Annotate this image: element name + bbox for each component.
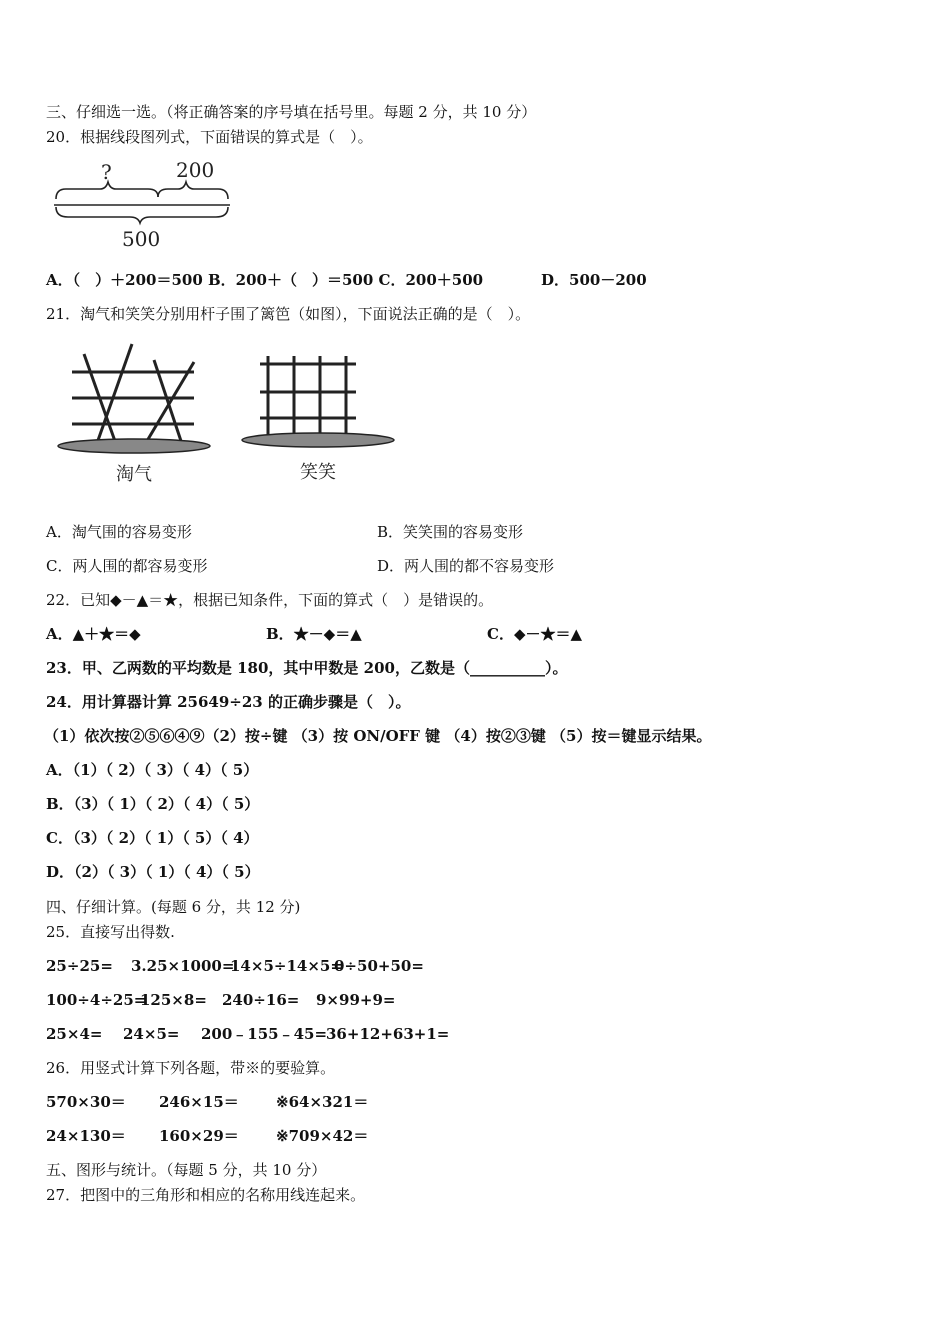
q22-stem: 22．已知◆－▲＝★，根据已知条件，下面的算式（ ）是错误的。: [46, 591, 494, 609]
q25-item: 100÷4÷25=: [46, 991, 147, 1009]
q20-label-500: 500: [122, 227, 161, 251]
q21-fence-figure-taoqi: [54, 342, 219, 492]
q24-option-c: C．（3）（ 2）（ 1）（ 5）（ 4）: [46, 829, 259, 847]
q25-item: 125×8=: [140, 991, 207, 1009]
q25-item: 25÷25=: [46, 957, 113, 975]
q25-item: 200﹣155﹣45=: [201, 1025, 328, 1043]
q20-options-abc: A．（ ）＋200＝500 B．200＋（ ）＝500 C．200＋500: [46, 271, 484, 289]
q25-item: 24×5=: [123, 1025, 180, 1043]
q26-item: 160×29＝: [159, 1127, 239, 1145]
q21-option-b: B．笑笑围的容易变形: [377, 523, 524, 541]
q24-steps: （1）依次按②⑤⑥④⑨（2）按÷键 （3）按 ON/OFF 键 （4）按②③键 （5）按＝键显示结果。: [44, 727, 712, 745]
q20-line-segment-figure: [48, 155, 238, 255]
q25-item: 240÷16=: [222, 991, 300, 1009]
q22-option-a: A．▲＋★＝◆: [46, 625, 141, 643]
q20-label-200: 200: [176, 158, 215, 182]
q21-ground-right: [242, 433, 394, 447]
q26-item: ※709×42＝: [276, 1127, 369, 1145]
q25-item: 9×99+9=: [316, 991, 396, 1009]
q22-option-b: B．★－◆＝▲: [266, 625, 362, 643]
q25-item: 14×5÷14×5=: [230, 957, 343, 975]
q20-label-unknown: ?: [101, 160, 112, 184]
q26-item: 246×15＝: [159, 1093, 239, 1111]
q21-stem: 21．淘气和笑笑分别用杆子围了篱笆（如图），下面说法正确的是（ ）。: [46, 305, 531, 323]
q21-label-taoqi: 淘气: [116, 464, 152, 485]
q26-item: 570×30＝: [46, 1093, 126, 1111]
q26-stem: 26．用竖式计算下列各题，带※的要验算。: [46, 1059, 336, 1077]
q25-item: 0÷50+50=: [334, 957, 424, 975]
q25-item: 3.25×1000=: [131, 957, 235, 975]
q21-option-c: C．两人围的都容易变形: [46, 557, 208, 575]
q20-top-brace-left: [56, 182, 158, 199]
q20-option-d: D．500－200: [541, 271, 647, 289]
q26-item: 24×130＝: [46, 1127, 126, 1145]
q25-item: 25×4=: [46, 1025, 103, 1043]
q20-bottom-brace: [56, 207, 228, 223]
q21-option-a: A．淘气围的容易变形: [46, 523, 192, 541]
q21-ground-left: [58, 439, 210, 453]
section-4-header: 四、仔细计算。(每题 6 分，共 12 分): [46, 898, 301, 916]
q21-option-d: D．两人围的都不容易变形: [377, 557, 555, 575]
q20-stem: 20．根据线段图列式，下面错误的算式是（ ）。: [46, 128, 373, 146]
q24-option-b: B．（3）（ 1）（ 2）（ 4）（ 5）: [46, 795, 260, 813]
q22-option-c: C．◆－★＝▲: [487, 625, 583, 643]
q25-item: 36+12+63+1=: [326, 1025, 450, 1043]
q23-stem: 23．甲、乙两数的平均数是 180，其中甲数是 200，乙数是（__________）。: [46, 659, 568, 677]
q26-item: ※64×321＝: [276, 1093, 369, 1111]
q24-option-d: D．（2）（ 3）（ 1）（ 4）（ 5）: [46, 863, 260, 881]
q25-stem: 25．直接写出得数.: [46, 923, 175, 941]
q24-option-a: A．（1）（ 2）（ 3）（ 4）（ 5）: [46, 761, 259, 779]
section-5-header: 五、图形与统计。（每题 5 分，共 10 分）: [46, 1161, 327, 1179]
q21-label-xiaoxiao: 笑笑: [300, 462, 336, 483]
q27-stem: 27．把图中的三角形和相应的名称用线连起来。: [46, 1186, 366, 1204]
q24-stem: 24．用计算器计算 25649÷23 的正确步骤是（ ）。: [46, 693, 411, 711]
q20-top-brace-right: [158, 182, 228, 199]
section-3-header: 三、仔细选一选。（将正确答案的序号填在括号里。每题 2 分，共 10 分）: [46, 103, 537, 121]
q21-fence-figure-xiaoxiao: [238, 342, 403, 492]
